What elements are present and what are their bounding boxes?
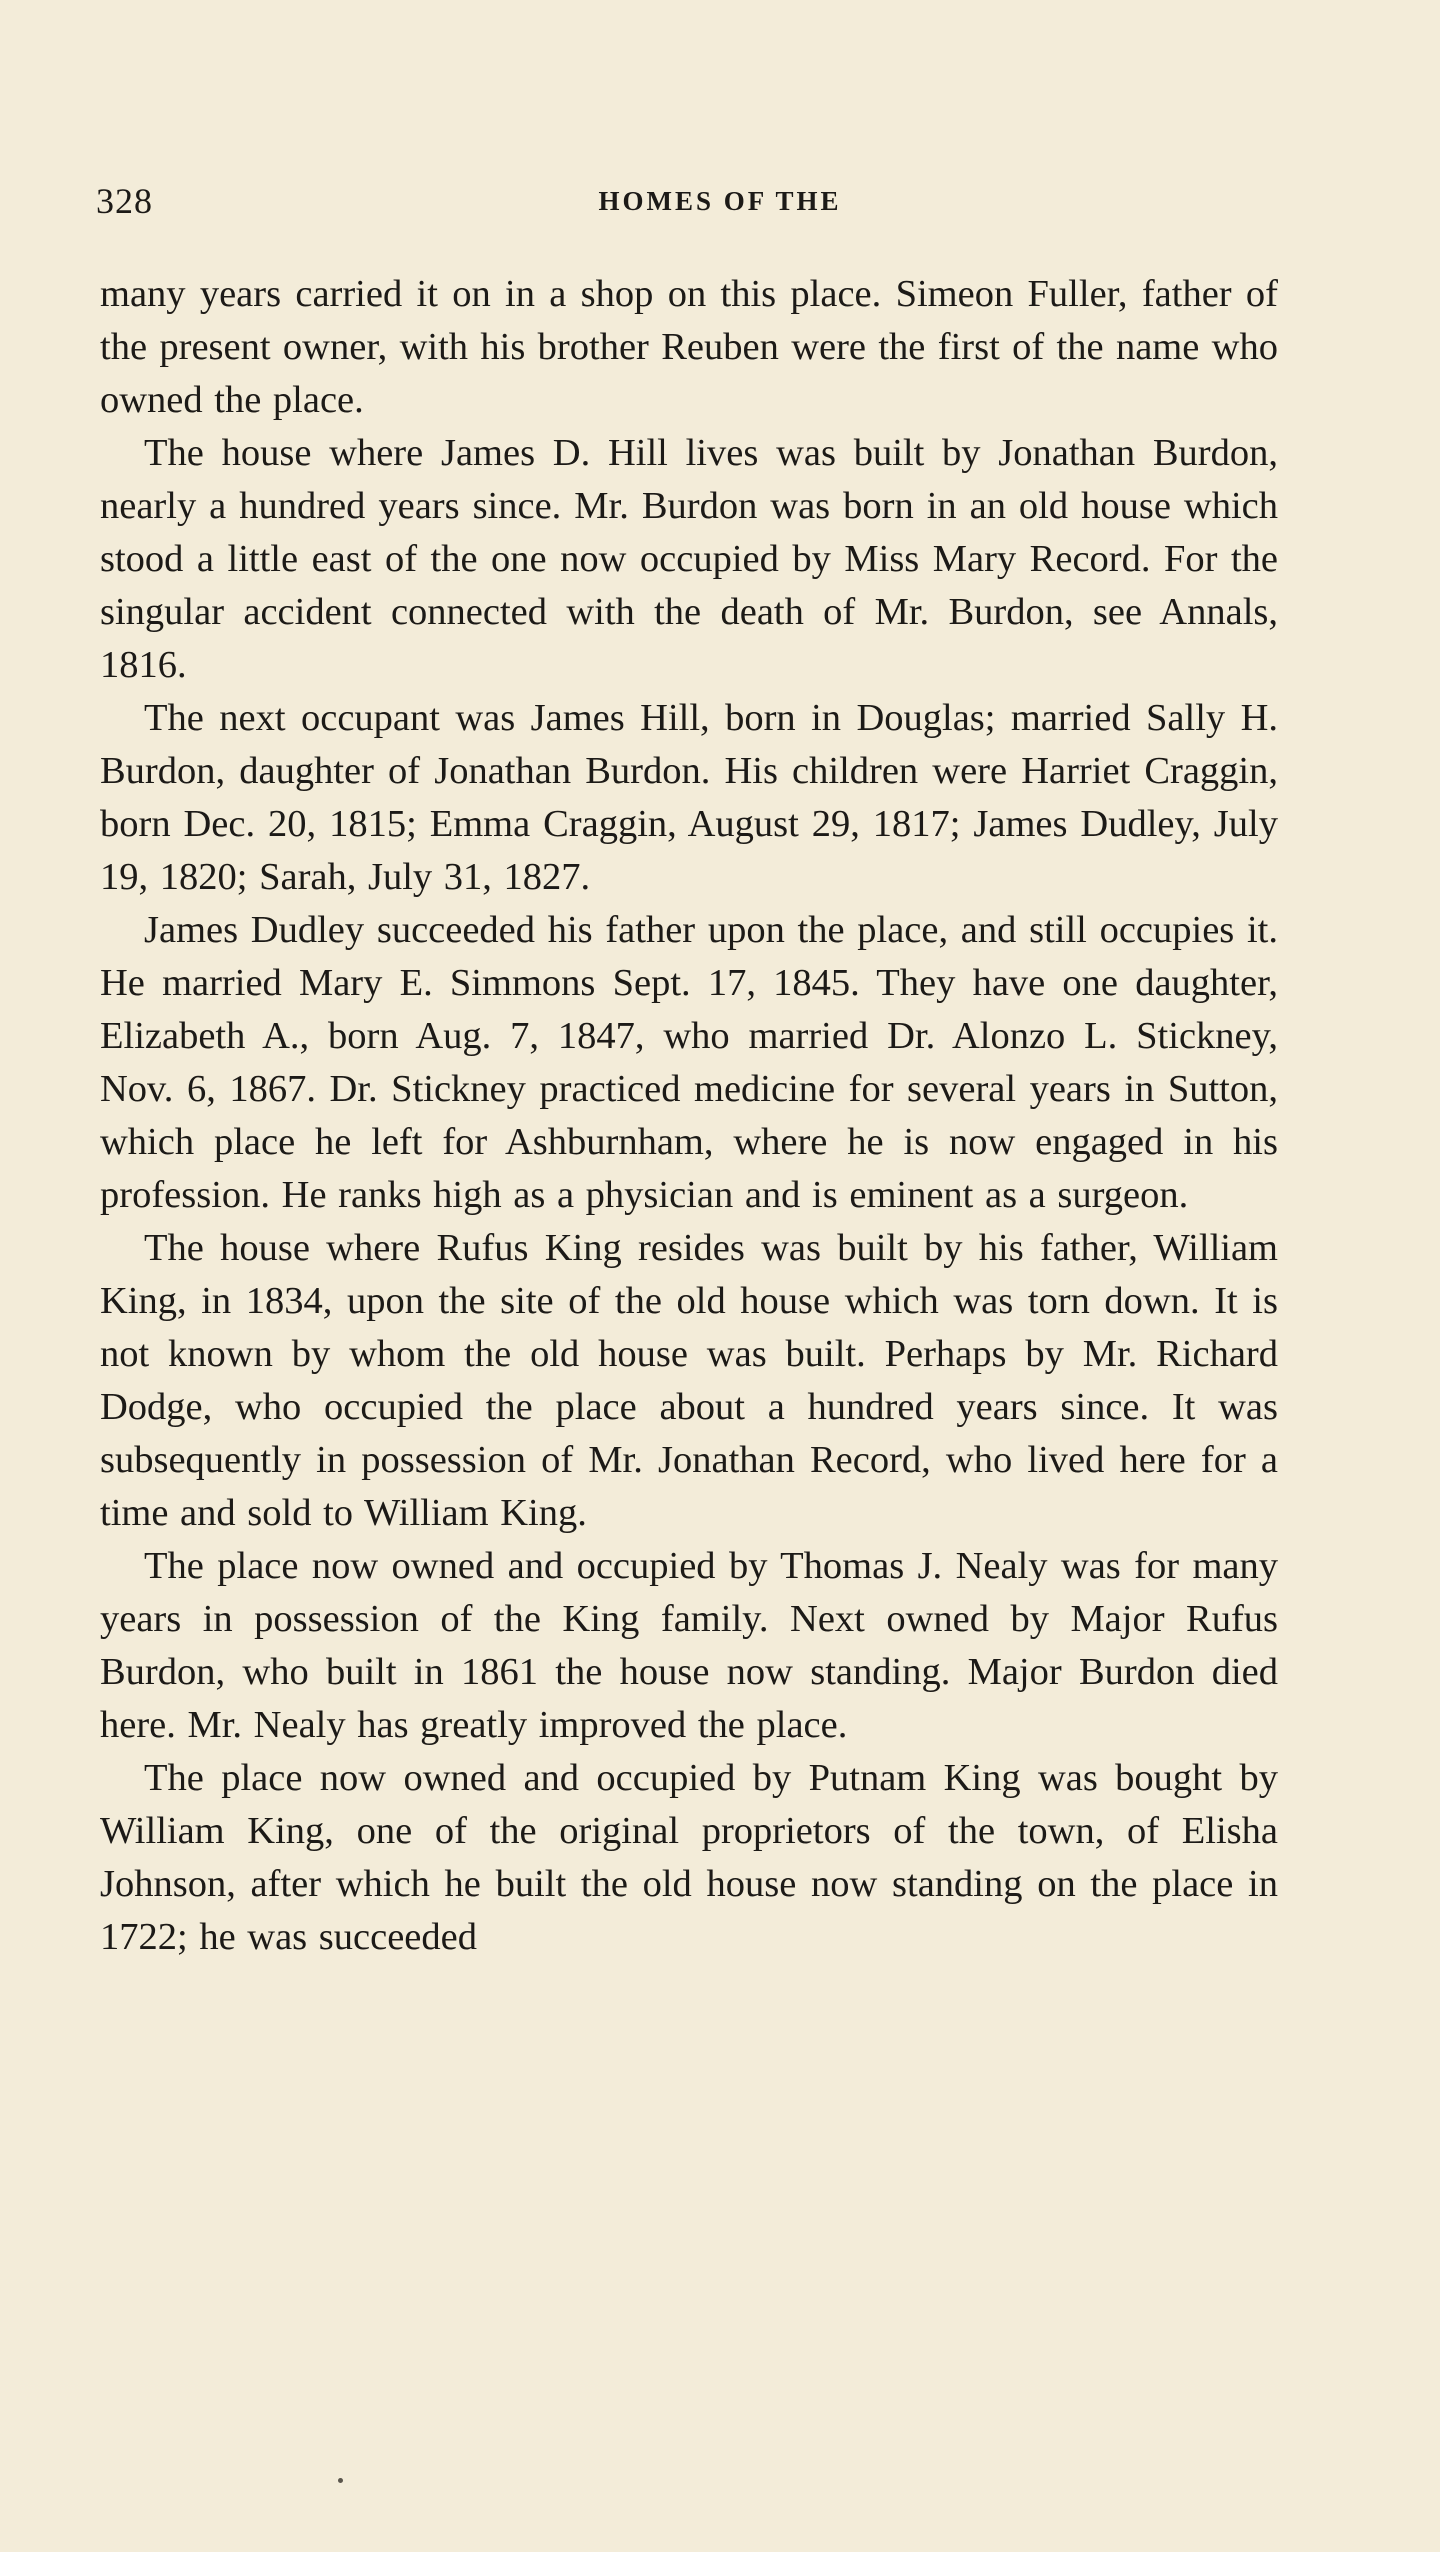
running-title: HOMES OF THE bbox=[598, 186, 842, 216]
paragraph-continuation: many years carried it on in a shop on this place. Simeon Fuller, father of the present owner, with his brother Reuben were the first of the name who owned the place. bbox=[100, 273, 1278, 421]
page-number: 328 bbox=[96, 181, 153, 221]
paragraph-thomas-nealy: The place now owned and occupied by Thomas J. Nealy was for many years in possession of the King family. Next owned by Major Rufus Burdon, who built in 1861 the house now standing. Major Burdon died here. Mr. Nealy has greatly improved the place. bbox=[100, 1545, 1278, 1746]
body-text bbox=[100, 268, 1278, 1964]
running-head bbox=[96, 180, 1344, 230]
paragraph-james-dudley: James Dudley succeeded his father upon the place, and still occupies it. He married Mary E. Simmons Sept. 17, 1845. They have one daughter, Elizabeth A., born Aug. 7, 1847, who married Dr. Alonzo L. Stickney, Nov. 6, 1867. Dr. Stickney practiced medicine for several years in Sutton, which place he left for Ashburnham, where he is now engaged in his profession. He ranks high as a physician and is eminent as a surgeon. bbox=[100, 909, 1278, 1216]
ink-speck bbox=[338, 2478, 343, 2483]
paragraph-james-hill: The next occupant was James Hill, born in Douglas; married Sally H. Burdon, daughter of Jonathan Burdon. His children were Harriet Craggin, born Dec. 20, 1815; Emma Craggin, August 29, 1817; James Dudley, July 19, 1820; Sarah, July 31, 1827. bbox=[100, 697, 1278, 898]
paragraph-putnam-king: The place now owned and occupied by Putnam King was bought by William King, one of the original proprietors of the town, of Elisha Johnson, after which he built the old house now standing on the place in 1722; he was succeeded bbox=[100, 1757, 1278, 1958]
paragraph-hill-house: The house where James D. Hill lives was built by Jonathan Burdon, nearly a hundred years since. Mr. Burdon was born in an old house which stood a little east of the one now occupied by Miss Mary Record. For the singular accident connected with the death of Mr. Burdon, see Annals, 1816. bbox=[100, 432, 1278, 686]
paragraph-rufus-king: The house where Rufus King resides was built by his father, William King, in 1834, upon the site of the old house which was torn down. It is not known by whom the old house was built. Perhaps by Mr. Richard Dodge, who occupied the place about a hundred years since. It was subsequently in possession of Mr. Jonathan Record, who lived here for a time and sold to William King. bbox=[100, 1227, 1278, 1534]
